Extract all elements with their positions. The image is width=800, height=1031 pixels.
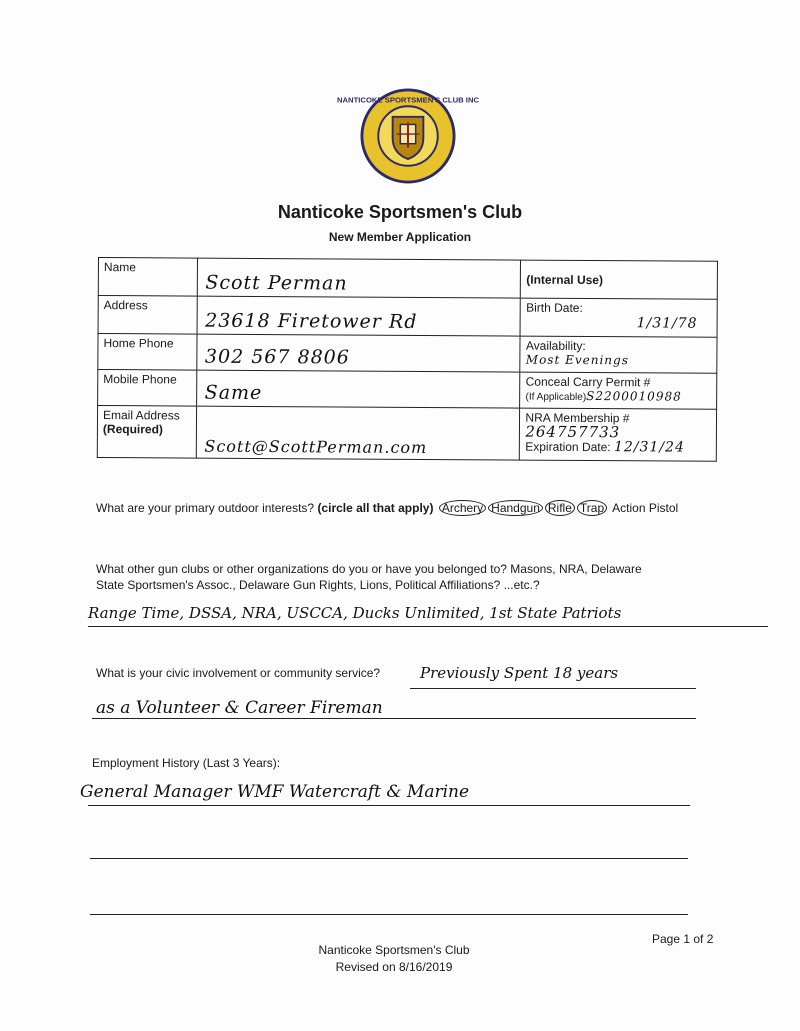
availability-value: Most Evenings xyxy=(525,352,629,368)
civic-answer-line-1 xyxy=(410,688,696,689)
conceal-carry-field[interactable] xyxy=(520,372,717,409)
page-subtitle: New Member Application xyxy=(328,230,472,244)
employment-line-3 xyxy=(90,914,688,915)
civic-question: What is your civic involvement or community service? xyxy=(96,666,381,680)
birth-date-field[interactable] xyxy=(520,298,717,337)
nra-value: 264757733 xyxy=(525,422,621,442)
home-phone-field[interactable] xyxy=(196,334,520,372)
address-label: Address xyxy=(98,296,197,335)
availability-field[interactable] xyxy=(520,336,717,373)
nra-field[interactable] xyxy=(520,408,717,461)
name-label: Name xyxy=(98,258,197,297)
footer-org: Nanticoke Sportsmen's Club xyxy=(318,943,470,957)
interests-instruction: (circle all that apply) xyxy=(317,501,434,515)
civic-answer-2[interactable]: as a Volunteer & Career Fireman xyxy=(96,698,383,718)
employment-line-2 xyxy=(90,858,688,859)
clubs-question-continued: State Sportsmen's Assoc., Delaware Gun Rights, Lions, Political Affiliations? ...etc.? xyxy=(96,578,540,592)
name-field[interactable] xyxy=(197,258,521,298)
footer-revised: Revised on 8/16/2019 xyxy=(335,960,453,974)
interest-rifle[interactable]: Rifle xyxy=(545,500,575,516)
clubs-answer-line xyxy=(88,626,768,627)
home-phone-label: Home Phone xyxy=(98,334,197,371)
interest-action-pistol[interactable]: Action Pistol xyxy=(612,501,679,515)
interest-archery[interactable]: Archery xyxy=(439,500,486,516)
conceal-carry-value: S2200010988 xyxy=(586,388,682,404)
email-field[interactable] xyxy=(196,406,520,460)
name-value: Scott Perman xyxy=(205,271,348,295)
email-value: Scott@ScottPerman.com xyxy=(204,436,428,458)
home-phone-value: 302 567 8806 xyxy=(204,345,350,369)
conceal-carry-label: Conceal Carry Permit # xyxy=(525,374,651,390)
civic-answer-line-2 xyxy=(92,718,696,719)
svg-text:NANTICOKE SPORTSMEN'S CLUB INC: NANTICOKE SPORTSMEN'S CLUB INC xyxy=(336,95,480,105)
nra-label: NRA Membership # xyxy=(525,410,630,426)
mobile-phone-label: Mobile Phone xyxy=(98,370,197,407)
expiration-label: Expiration Date: xyxy=(525,439,611,455)
availability-label: Availability: xyxy=(525,338,586,353)
interest-handgun[interactable]: Handgun xyxy=(488,500,543,516)
address-field[interactable] xyxy=(197,296,521,336)
internal-use-label: (Internal Use) xyxy=(521,260,718,299)
employment-line-1 xyxy=(88,805,690,806)
member-info-table xyxy=(97,257,718,462)
expiration-value: 12/31/24 xyxy=(613,439,685,456)
page-number: Page 1 of 2 xyxy=(652,932,714,946)
conceal-carry-sub: (If Applicable) xyxy=(525,391,587,403)
address-value: 23618 Firetower Rd xyxy=(205,309,418,333)
employment-answer[interactable]: General Manager WMF Watercraft & Marine xyxy=(80,782,470,802)
birth-date-value: 1/31/78 xyxy=(636,315,698,332)
clubs-question: What other gun clubs or other organizations do you or have you belonged to? Masons, NRA, Delaware xyxy=(96,562,642,576)
civic-answer-1[interactable]: Previously Spent 18 years xyxy=(420,664,619,682)
email-label: Email Address (Required) xyxy=(97,406,196,459)
birth-date-label: Birth Date: xyxy=(526,300,583,315)
email-required: (Required) xyxy=(102,422,163,437)
interests-question: What are your primary outdoor interests? (circle all that apply) Archery Handgun Rifle Trap Action Pistol xyxy=(96,500,681,516)
employment-label: Employment History (Last 3 Years): xyxy=(92,756,281,770)
interest-trap[interactable]: Trap xyxy=(577,500,607,516)
mobile-phone-field[interactable] xyxy=(196,370,520,408)
clubs-answer[interactable]: Range Time, DSSA, NRA, USCCA, Ducks Unlimited, 1st State Patriots xyxy=(88,604,622,622)
club-seal-icon xyxy=(336,88,480,184)
mobile-phone-value: Same xyxy=(204,381,263,405)
page-title: Nanticoke Sportsmen's Club xyxy=(277,202,523,222)
